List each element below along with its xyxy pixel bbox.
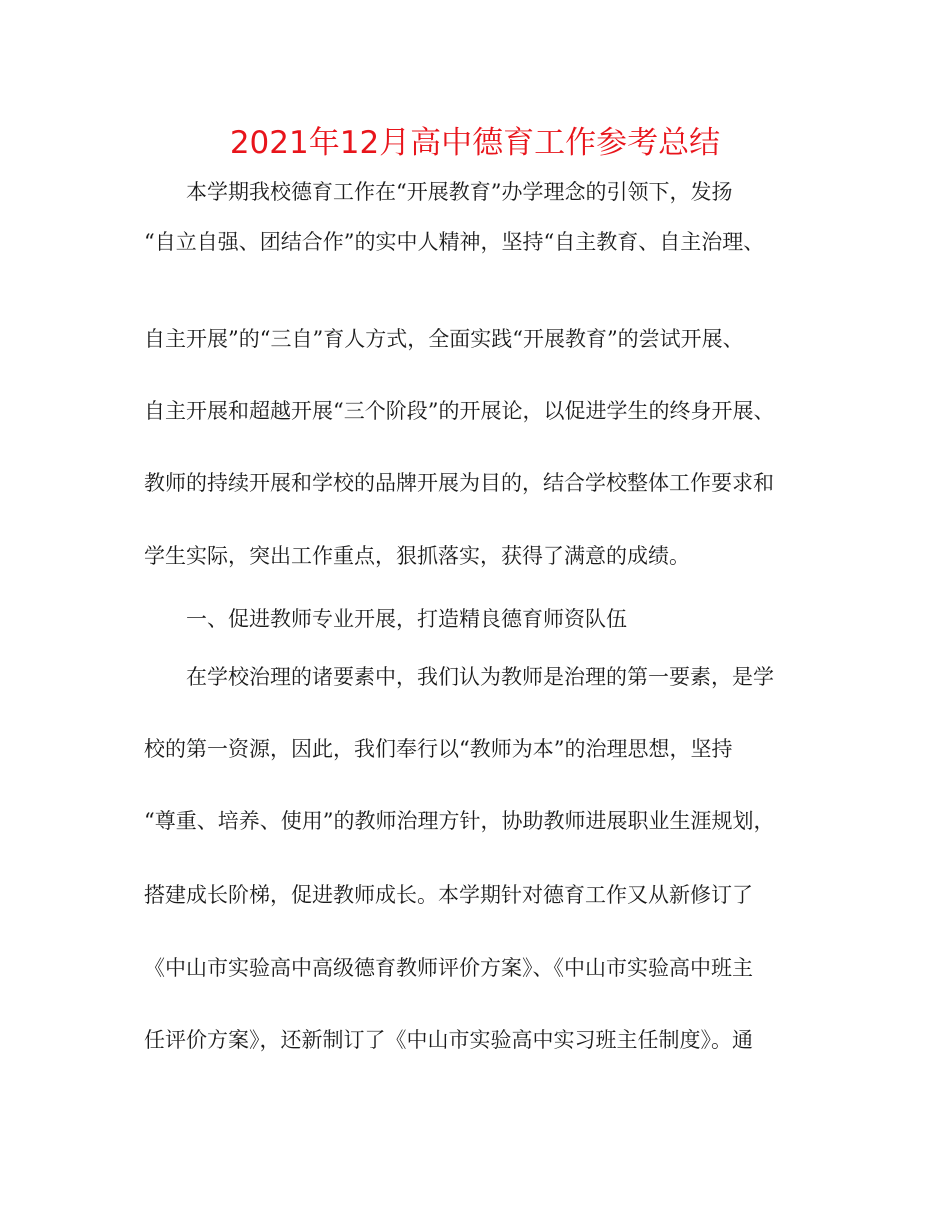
paragraph-line: 校的第一资源，因此，我们奉行以“教师为本”的治理思想，坚持 [144, 737, 733, 761]
paragraph-line: 本学期我校德育工作在“开展教育”办学理念的引领下，发扬 [186, 180, 733, 204]
paragraph-line: 《中山市实验高中高级德育教师评价方案》、《中山市实验高中班主 [144, 956, 753, 980]
paragraph-line: “自立自强、团结合作”的实中人精神，坚持“自主教育、自主治理、 [144, 230, 765, 254]
document-title: 2021年12月高中德育工作参考总结 [229, 125, 721, 161]
paragraph-line: 教师的持续开展和学校的品牌开展为目的，结合学校整体工作要求和 [144, 471, 774, 495]
paragraph-line: 学生实际，突出工作重点，狠抓落实，获得了满意的成绩。 [144, 544, 690, 568]
section-heading: 一、促进教师专业开展，打造精良德育师资队伍 [186, 607, 627, 631]
paragraph-line: “尊重、培养、使用”的教师治理方针，协助教师进展职业生涯规划， [144, 809, 775, 833]
paragraph-line: 自主开展”的“三自”育人方式，全面实践“开展教育”的尝试开展、 [144, 327, 744, 351]
paragraph-line: 搭建成长阶梯，促进教师成长。本学期针对德育工作又从新修订了 [144, 883, 753, 907]
paragraph-line: 自主开展和超越开展“三个阶段”的开展论，以促进学生的终身开展、 [144, 399, 775, 423]
paragraph-line: 在学校治理的诸要素中，我们认为教师是治理的第一要素，是学 [186, 665, 774, 689]
paragraph-line: 任评价方案》，还新制订了《中山市实验高中实习班主任制度》。通 [144, 1028, 753, 1052]
